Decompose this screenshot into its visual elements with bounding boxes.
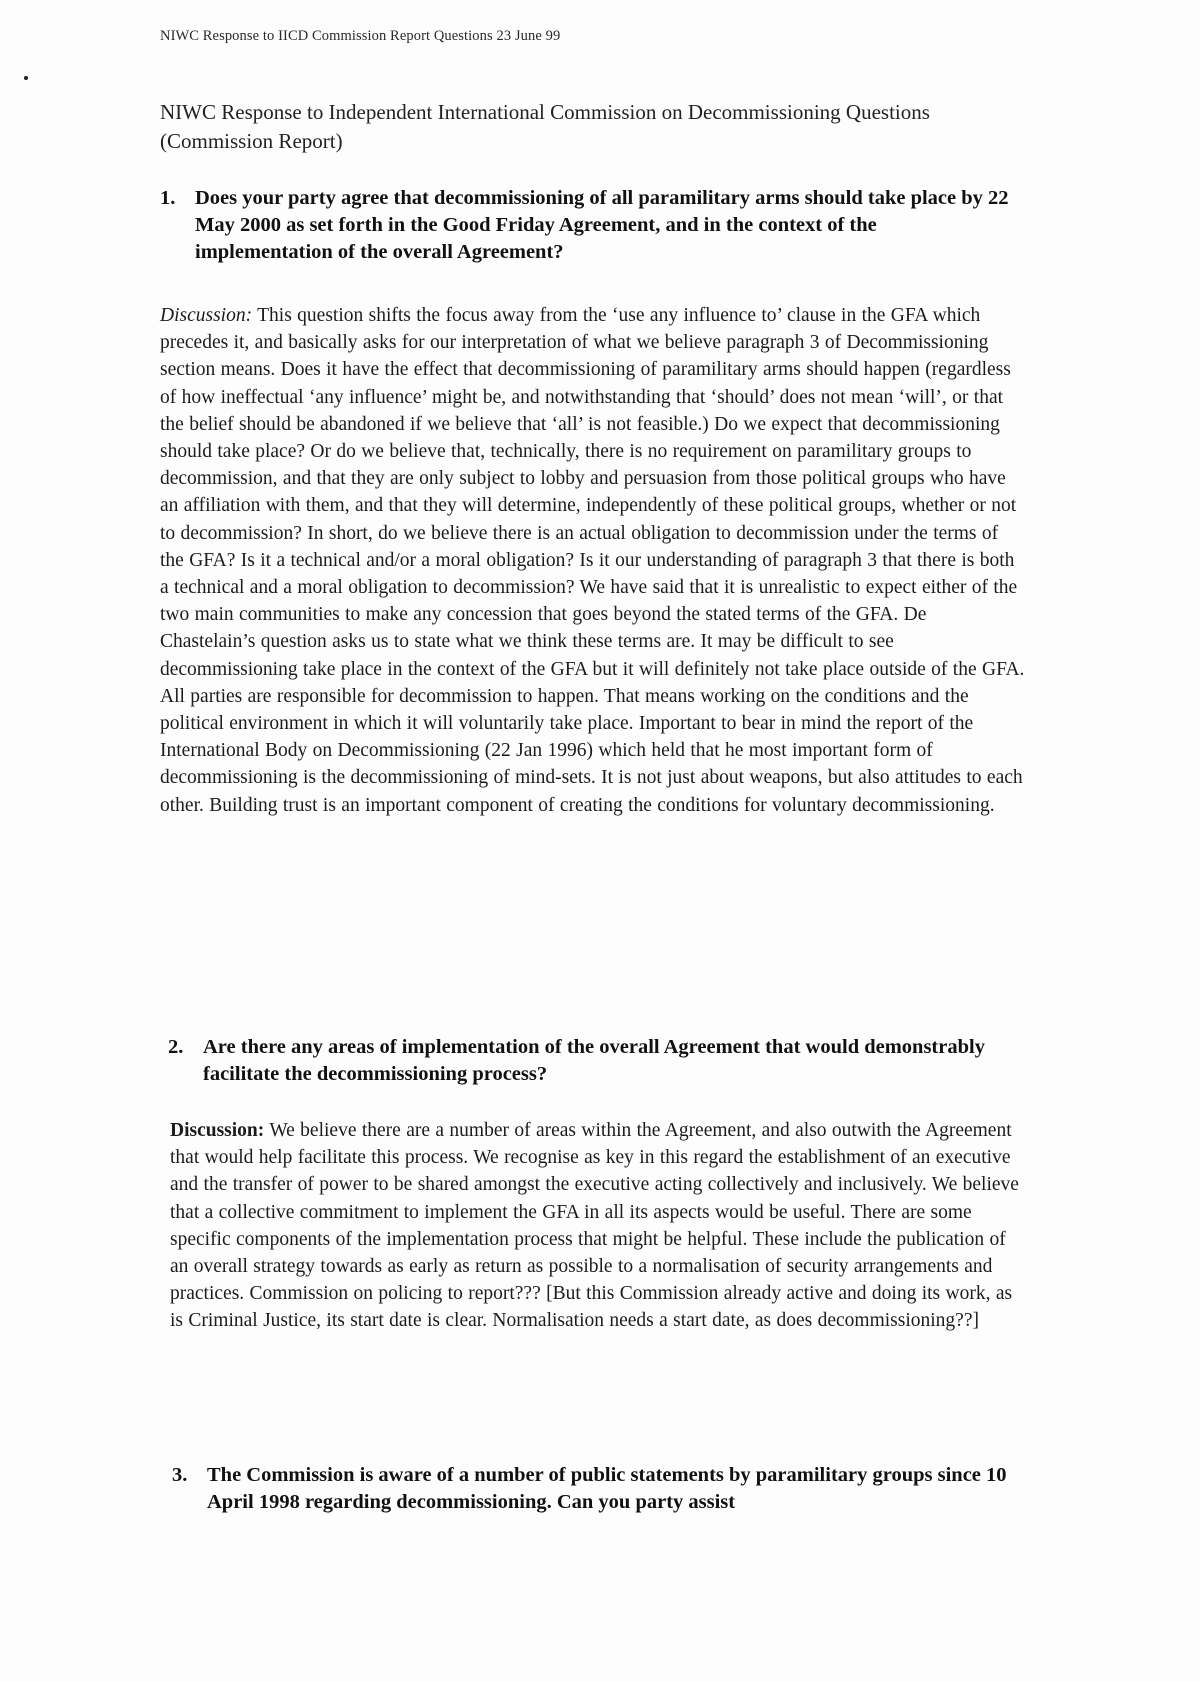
discussion-text: This question shifts the focus away from the ‘use any influence to’ clause in the GFA which precedes it, and basically asks for our interpretation of what we believe paragraph 3 of Decommissioning section means. Does it have the effect that decommissioning of paramilitary arms should happen (regardless of how ineffectual ‘any influence’ might be, and notwithstanding that ‘should’ does not mean ‘will’, or that the belief should be abandoned if we believe that ‘all’ is not feasible.) Do we expect that decommissioning should take place? Or do we believe that, technically, there is no requirement on paramilitary groups to decommission, and that they are only subject to lobby and persuasion from those political groups who have an affiliation with them, and that they will determine, independently of these political groups, whether or not to decommission? In short, do we believe there is an actual obligation to decommission under the terms of the GFA? Is it a technical and/or a moral obligation? Is it our understanding of paragraph 3 that there is both a technical and a moral obligation to decommission? We have said that it is unrealistic to expect either of the two main communities to make any concession that goes beyond the stated terms of the GFA. De Chastelain’s question asks us to state what we think these terms are. It may be difficult to see decommissioning take place in the context of the GFA but it will definitely not take place outside of the GFA. All parties are responsible for decommission to happen. That means working on the conditions and the political environment in which it will voluntarily take place. Important to bear in mind the report of the International Body on Decommissioning (22 Jan 1996) which held that he most important form of decommissioning is the decommissioning of mind-sets. It is not just about weapons, but also attitudes to each other. Building trust is an important component of creating the conditions for voluntary decommissioning. [160,305,1025,816]
question-text: The Commission is aware of a number of public statements by paramilitary groups since 10 April 1998 regarding decommissioning. Can you party assist [207,1464,1007,1513]
discussion-label: Discussion: [170,1120,265,1141]
stray-mark [24,76,28,80]
question-1 [160,185,1010,266]
discussion-1 [160,302,1025,819]
discussion-label: Discussion: [160,305,253,326]
discussion-2 [170,1117,1028,1335]
question-text: Are there any areas of implementation of the overall Agreement that would demonstrably facilitate the decommissioning process? [203,1036,985,1085]
running-header: NIWC Response to IICD Commission Report Questions 23 June 99 [160,28,561,44]
question-2 [168,1034,1018,1088]
document-title: NIWC Response to Independent International Commission on Decommissioning Questions (Commission Report) [160,100,930,153]
question-text: Does your party agree that decommissioning of all paramilitary arms should take place by 22 May 2000 as set forth in the Good Friday Agreement, and in the context of the implementation of the overall Agreement? [195,187,1009,263]
question-3 [172,1462,1022,1516]
question-number: 3. [172,1464,188,1486]
question-number: 2. [168,1036,184,1058]
question-number: 1. [160,187,176,209]
discussion-text: We believe there are a number of areas within the Agreement, and also outwith the Agreement that would help facilitate this process. We recognise as key in this regard the establishment of an executive and the transfer of power to be shared amongst the executive acting collectively and inclusively. We believe that a collective commitment to implement the GFA in all its aspects would be useful. There are some specific components of the implementation process that might be helpful. These include the publication of an overall strategy towards as early as return as possible to a normalisation of security arrangements and practices. Commission on policing to report??? [But this Commission already active and doing its work, as is Criminal Justice, its start date is clear. Normalisation needs a start date, as does decommissioning??] [170,1120,1019,1332]
